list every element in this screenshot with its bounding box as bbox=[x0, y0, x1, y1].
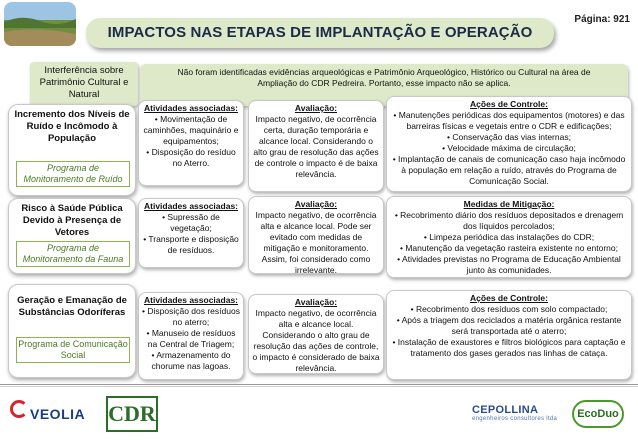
impact-vectors bbox=[8, 198, 136, 274]
mitigation-item: • Recobrimento diário dos resíduos depositados e drenagem dos líquidos percolados; bbox=[394, 210, 624, 231]
control-item: • Implantação de canais de comunicação caso haja incômodo à população em relação a ruído, através do Programa de Comunicação Social. bbox=[392, 154, 626, 186]
landscape-photo bbox=[4, 2, 76, 46]
page-number: Página: 921 bbox=[574, 14, 630, 25]
activity-item: • Supressão de vegetação; bbox=[162, 212, 220, 233]
control-item: • Após a triagem dos reciclados a matéria orgânica restante será transportada até o aterro; bbox=[396, 315, 622, 336]
evaluation-text: Impacto negativo, de ocorrência alta e alcance local. Considerando o alto grau de resolução das ações de controle, o impacto é considerado de baixa relevância. bbox=[252, 308, 380, 373]
activities-card bbox=[138, 100, 244, 186]
cdr-logo: CDR bbox=[106, 396, 158, 432]
activities-head: Atividades associadas: bbox=[143, 103, 238, 113]
mitigation-item: • Atividades previstas no Programa de Educação Ambiental junto às comunidades. bbox=[397, 254, 621, 275]
evaluation-card bbox=[248, 100, 384, 192]
veolia-logo-icon bbox=[10, 400, 28, 418]
impact-odor bbox=[8, 284, 136, 378]
control-item: • Velocidade máxima de circulação; bbox=[442, 143, 576, 153]
evaluation-card bbox=[248, 196, 384, 274]
evaluation-head: Avaliação: bbox=[294, 199, 338, 209]
ecoduo-logo: EcoDuo bbox=[572, 400, 624, 428]
footer-divider bbox=[0, 384, 638, 385]
mitigation-card bbox=[386, 196, 632, 278]
activity-item: • Disposição dos resíduos no aterro; bbox=[142, 306, 240, 327]
cepollina-logo bbox=[472, 404, 557, 422]
evaluation-head: Avaliação: bbox=[294, 103, 338, 113]
activity-item: • Manuseio de resíduos na Central de Triagem; bbox=[146, 328, 236, 349]
activities-head: Atividades associadas: bbox=[143, 295, 238, 305]
activities-card bbox=[138, 198, 244, 268]
interference-label: Interferência sobre Patrimônio Cultural e Natural bbox=[30, 62, 138, 106]
mitigation-head: Medidas de Mitigação: bbox=[463, 199, 555, 209]
evaluation-head: Avaliação: bbox=[294, 297, 338, 307]
program-fauna: Programa de Monitoramento da Fauna bbox=[16, 241, 130, 267]
mitigation-item: • Manutenção da vegetação rasteira existente no entorno; bbox=[400, 243, 618, 253]
evaluation-text: Impacto negativo, de ocorrência alta e alcance local. Pode ser evitado com medidas de mitigação e monitoramento. Assim, foi considerado como irrelevante. bbox=[255, 210, 377, 275]
activity-item: • Movimentação de caminhões, maquinário e equipamentos; bbox=[143, 114, 239, 146]
activity-item: • Disposição do resíduo no Aterro. bbox=[146, 147, 236, 168]
controls-card bbox=[386, 290, 632, 380]
veolia-logo: VEOLIA bbox=[30, 406, 86, 422]
control-item: • Manutenções periódicas dos equipamentos (motores) e das barreiras físicas e vegetais entre o CDR e edificações; bbox=[393, 110, 625, 131]
program-noise: Programa de Monitoramento de Ruído bbox=[16, 161, 130, 187]
program-communication: Programa de Comunicação Social bbox=[16, 337, 130, 363]
mitigation-item: • Limpeza periódica das instalações do CDR; bbox=[423, 232, 595, 242]
evaluation-text: Impacto negativo, de ocorrência certa, duração temporária e alcance local. Considerando o alto grau de resolução das ações de controle o impacto é de baixa relevância. bbox=[253, 114, 379, 179]
interference-text: Não foram identificadas evidências arqueológicas e Patrimônio Arqueológico, Histórico ou Cultural na área de Ampliação do CDR Pedreira. Portanto, esse impacto não se aplica. bbox=[140, 64, 628, 106]
activity-item: • Transporte e disposição de resíduos. bbox=[143, 234, 239, 255]
controls-card bbox=[386, 96, 632, 192]
control-item: • Recobrimento dos resíduos com solo compactado; bbox=[410, 304, 608, 314]
page-title: IMPACTOS NAS ETAPAS DE IMPLANTAÇÃO E OPERAÇÃO bbox=[107, 24, 533, 41]
controls-head: Ações de Controle: bbox=[470, 293, 548, 303]
controls-head: Ações de Controle: bbox=[470, 99, 548, 109]
control-item: • Conservação das vias internas; bbox=[447, 132, 571, 142]
activities-head: Atividades associadas: bbox=[143, 201, 238, 211]
page-title-bar bbox=[86, 18, 554, 48]
impact-title: Geração e Emanação de Substâncias Odoríferas bbox=[17, 295, 127, 318]
evaluation-card bbox=[248, 294, 384, 374]
footer-divider bbox=[0, 386, 638, 387]
impact-noise bbox=[8, 104, 136, 196]
control-item: • Instalação de exaustores e filtros biológicos para captação e tratamento dos gases gerados nas linhas de cataça. bbox=[392, 337, 626, 358]
impact-title: Risco à Saúde Pública Devido à Presença de Vetores bbox=[21, 203, 123, 238]
cepollina-subtitle: engenheiros consultores ltda bbox=[472, 416, 558, 422]
activities-card bbox=[138, 292, 244, 380]
cepollina-name: CEPOLLINA bbox=[472, 404, 539, 416]
activity-item: • Armazenamento do chorume nas lagoas. bbox=[151, 350, 231, 371]
impact-title: Incremento dos Níveis de Ruído e Incômodo à População bbox=[14, 109, 130, 144]
